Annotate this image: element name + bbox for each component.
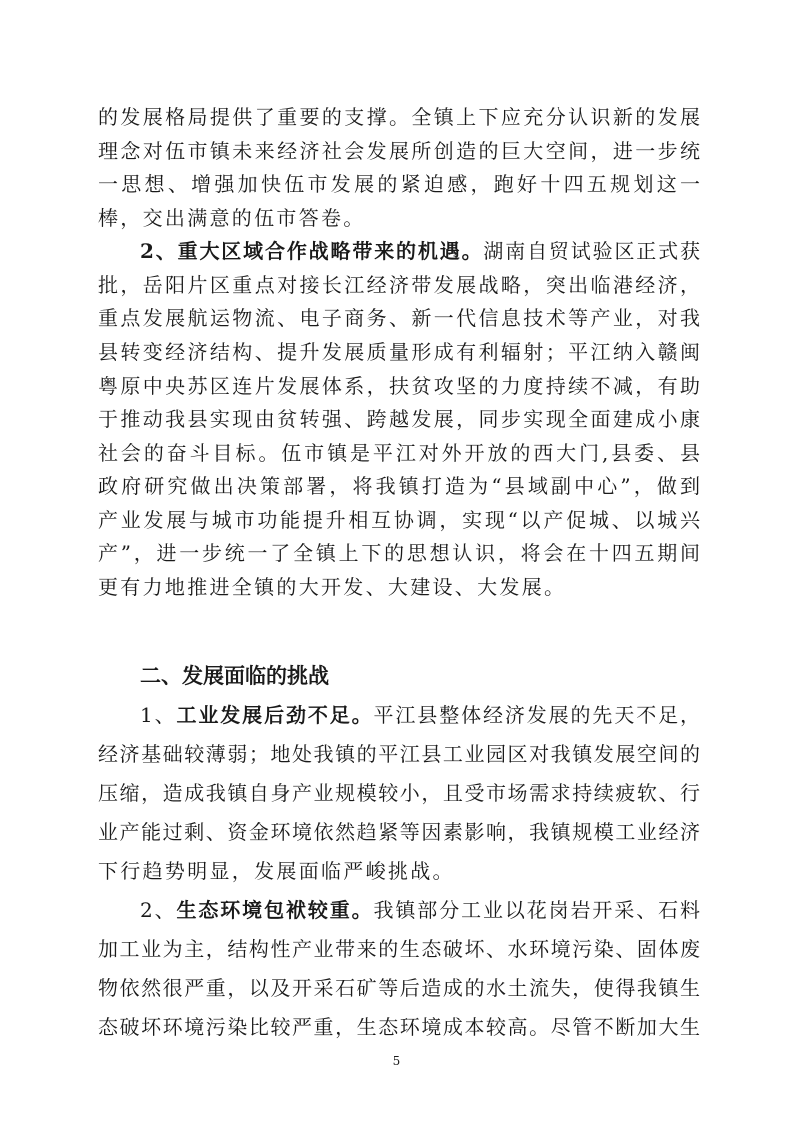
text-run: 平江县整体经济发展的先天不足， xyxy=(373,703,701,727)
text-line: 于推动我县实现由贫转强、跨越发展，同步实现全面建成小康 xyxy=(98,407,701,431)
text-line: 态破坏环境污染比较严重，生态环境成本较高。尽管不断加大生 xyxy=(98,1015,701,1039)
text-run: 湖南自贸试验区正式获 xyxy=(483,239,701,263)
text-line: 一思想、增强加快伍市发展的紧迫感，跑好十四五规划这一 xyxy=(98,172,701,196)
text-line: 理念对伍市镇未来经济社会发展所创造的巨大空间，进一步统 xyxy=(98,139,701,163)
text-line: 的发展格局提供了重要的支撑。全镇上下应充分认识新的发展 xyxy=(98,105,701,129)
text-line: 重点发展航运物流、电子商务、新一代信息技术等产业，对我 xyxy=(98,306,701,330)
paragraph-opening-line xyxy=(98,239,701,263)
item-number: 2、 xyxy=(140,898,177,922)
text-line: 加工业为主，结构性产业带来的生态破坏、水环境污染、固体废 xyxy=(98,937,701,961)
paragraph-opening-line xyxy=(98,703,701,727)
text-line: 产”，进一步统一了全镇上下的思想认识，将会在十四五期间 xyxy=(98,541,701,565)
text-line: 棒，交出满意的伍市答卷。 xyxy=(98,206,366,230)
text-line: 业产能过剩、资金环境依然趋紧等因素影响，我镇规模工业经济 xyxy=(98,820,701,844)
text-line: 更有力地推进全镇的大开发、大建设、大发展。 xyxy=(98,575,567,599)
text-line: 经济基础较薄弱；地处我镇的平江县工业园区对我镇发展空间的 xyxy=(98,742,701,766)
text-line: 物依然很严重，以及开采石矿等后造成的水土流失，使得我镇生 xyxy=(98,976,701,1000)
text-line: 社会的奋斗目标。伍市镇是平江对外开放的西大门,县委、县 xyxy=(98,441,701,465)
bold-lead: 工业发展后劲不足。 xyxy=(176,703,374,727)
text-line: 政府研究做出决策部署，将我镇打造为“县域副中心”，做到 xyxy=(98,474,701,498)
section-heading: 二、发展面临的挑战 xyxy=(140,664,329,688)
text-line: 县转变经济结构、提升发展质量形成有利辐射；平江纳入赣闽 xyxy=(98,340,701,364)
page-number: 5 xyxy=(392,1054,401,1068)
text-line: 产业发展与城市功能提升相互协调，实现“以产促城、以城兴 xyxy=(98,508,701,532)
text-line: 批，岳阳片区重点对接长江经济带发展战略，突出临港经济， xyxy=(98,273,701,297)
text-line: 压缩，造成我镇自身产业规模较小，且受市场需求持续疲软、行 xyxy=(98,781,701,805)
item-number: 1、 xyxy=(140,703,177,727)
text-line: 粤原中央苏区连片发展体系，扶贫攻坚的力度持续不减，有助 xyxy=(98,374,701,398)
bold-lead: 2、重大区域合作战略带来的机遇。 xyxy=(140,239,484,263)
paragraph-opening-line xyxy=(98,898,701,922)
text-run: 我镇部分工业以花岗岩开采、石料 xyxy=(373,898,701,922)
bold-lead: 生态环境包袱较重。 xyxy=(176,898,374,922)
text-line: 下行趋势明显，发展面临严峻挑战。 xyxy=(98,859,455,883)
